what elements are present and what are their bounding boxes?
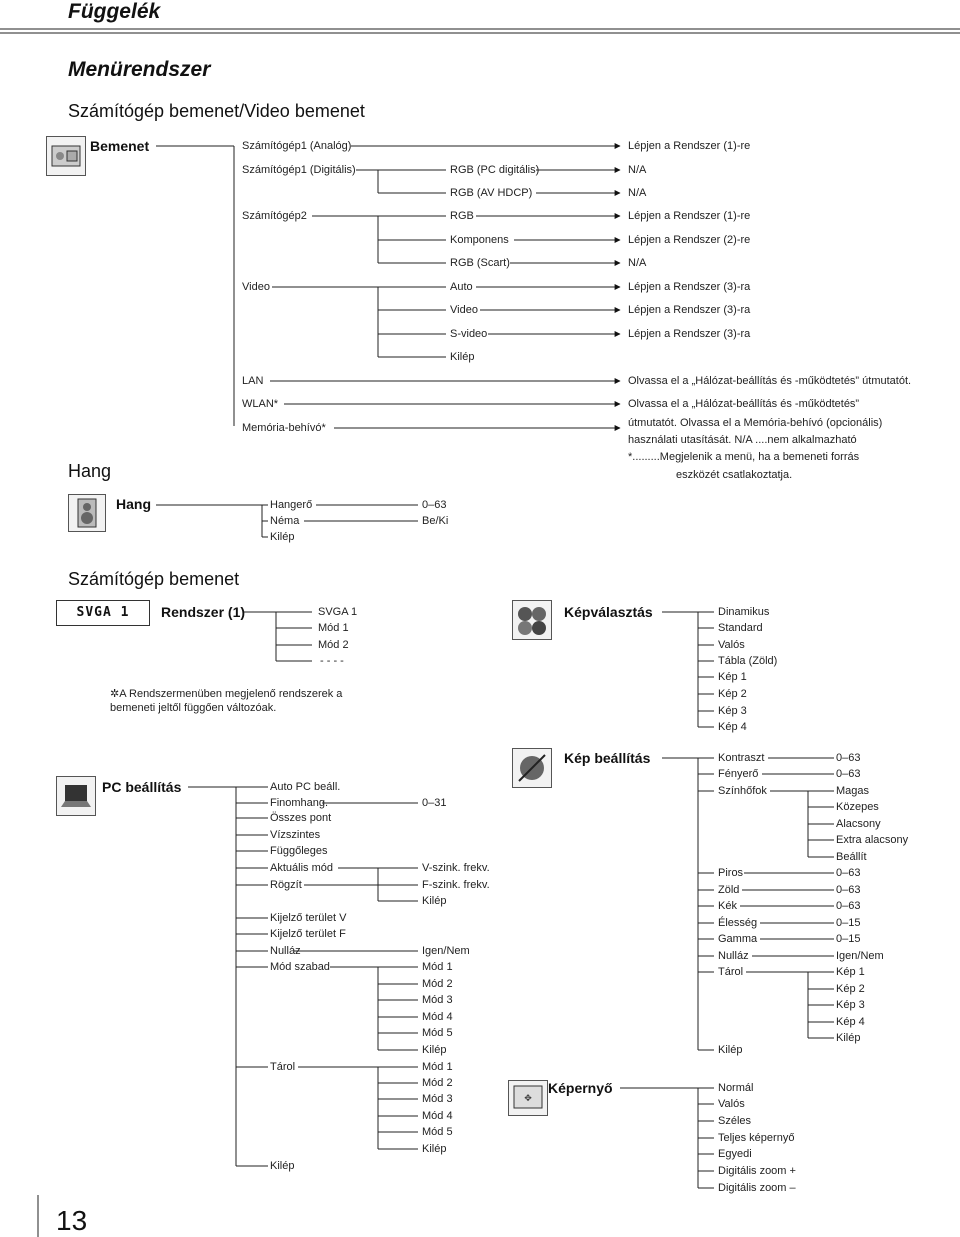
input-item-wlan: WLAN* [242, 398, 279, 410]
img-item-contrast: Kontraszt [718, 752, 765, 764]
image-select-item-7: Kép 3 [718, 705, 747, 717]
img-val-red: 0–63 [836, 867, 861, 879]
input-result-6: N/A [628, 257, 647, 269]
system-note-1: ✲A Rendszermenüben megjelenő rendszerek a [110, 688, 343, 700]
img-item-red: Piros [718, 867, 744, 879]
note-line-1: Olvassa el a „Hálózat-beállítás és -működtetés” [628, 398, 860, 410]
pc-store-mode1: Mód 1 [422, 1061, 453, 1073]
screen-item-true: Valós [718, 1098, 745, 1110]
img-val-image3: Kép 3 [836, 999, 865, 1011]
pc-item-display-area-v: Kijelző terület V [270, 912, 347, 924]
laptop-icon [56, 776, 96, 816]
img-item-green: Zöld [718, 884, 740, 896]
system-item-svga1: SVGA 1 [318, 606, 358, 618]
screen-item-normal: Normál [718, 1082, 754, 1094]
img-item-blue: Kék [718, 900, 737, 912]
pc-value-0-31: 0–31 [422, 797, 447, 809]
image-select-item-6: Kép 2 [718, 688, 747, 700]
img-val-image4: Kép 4 [836, 1016, 865, 1028]
image-adjust-title: Kép beállítás [564, 750, 651, 766]
input-item-computer1-digital: Számítógép1 (Digitális) [242, 164, 356, 176]
input-item-computer2: Számítógép2 [242, 210, 307, 222]
pc-item-horizontal: Vízszintes [270, 829, 321, 841]
img-val-sharpness: 0–15 [836, 917, 861, 929]
pc-free-mode3: Mód 3 [422, 994, 453, 1006]
sound-value-volume: 0–63 [422, 499, 447, 511]
pc-free-mode1: Mód 1 [422, 961, 453, 973]
img-val-high: Magas [836, 785, 870, 797]
input-item-computer1-analog: Számítógép1 (Analóg) [242, 140, 352, 152]
input-item-memory-recall: Memória-behívó* [242, 422, 326, 434]
input-sub-exit: Kilép [450, 351, 475, 363]
sound-value-mute: Be/Ki [422, 515, 449, 527]
svg-text:✥: ✥ [524, 1094, 532, 1104]
screen-item-wide: Széles [718, 1115, 752, 1127]
pc-item-store: Tárol [270, 1061, 296, 1073]
pc-value-hsync: F-szink. frekv. [422, 879, 490, 891]
img-item-gamma: Gamma [718, 933, 758, 945]
pc-free-exit: Kilép [422, 1044, 447, 1056]
section-title-computer: Számítógép bemenet [68, 569, 240, 589]
pc-value-yes-no: Igen/Nem [422, 945, 470, 957]
pc-item-clamp: Rögzít [270, 879, 302, 891]
pc-store-mode4: Mód 4 [422, 1110, 453, 1122]
pc-item-exit: Kilép [270, 1160, 295, 1172]
screen-item-full: Teljes képernyő [718, 1132, 795, 1144]
input-sub-video: Video [450, 304, 478, 316]
appendix-title: Függelék [68, 0, 161, 23]
img-val-blue: 0–63 [836, 900, 861, 912]
pc-item-display-area-h: Kijelző terület F [270, 928, 346, 940]
sound-heading: Hang [68, 461, 112, 481]
input-icon [46, 136, 86, 176]
screen-menu-title: Képernyő [548, 1080, 613, 1096]
pc-item-total-dots: Összes pont [270, 812, 332, 824]
image-select-item-3: Valós [718, 639, 745, 651]
pc-store-mode5: Mód 5 [422, 1126, 453, 1138]
note-line-3: használati utasítását. N/A ....nem alkalmazható [628, 434, 857, 446]
img-item-reset: Nulláz [718, 950, 749, 962]
input-sub-rgb-av-hdcp: RGB (AV HDCP) [450, 187, 533, 199]
pc-item-reset: Nulláz [270, 945, 301, 957]
screen-icon [508, 1080, 548, 1116]
img-val-image1: Kép 1 [836, 966, 865, 978]
image-select-icon [512, 600, 552, 640]
img-val-image2: Kép 2 [836, 983, 865, 995]
img-val-exit: Kilép [836, 1032, 861, 1044]
input-sub-rgb-scart: RGB (Scart) [450, 257, 510, 269]
input-result-7: Lépjen a Rendszer (3)-ra [628, 281, 751, 293]
pc-store-mode2: Mód 2 [422, 1077, 453, 1089]
image-select-item-1: Dinamikus [718, 606, 770, 618]
img-item-color-temp: Színhőfok [718, 785, 767, 797]
input-result-2: N/A [628, 164, 647, 176]
screen-item-zoom-minus: Digitális zoom – [718, 1182, 796, 1194]
pc-adjust-title: PC beállítás [102, 779, 182, 795]
img-val-mid: Közepes [836, 801, 879, 813]
image-adjust-icon [512, 748, 552, 788]
page-number: 13 [56, 1205, 88, 1236]
img-val-set: Beállít [836, 851, 867, 863]
sound-item-mute: Néma [270, 515, 300, 527]
img-val-gamma: 0–15 [836, 933, 861, 945]
input-sub-s-video: S-video [450, 328, 488, 340]
pc-free-mode2: Mód 2 [422, 978, 453, 990]
img-val-low: Alacsony [836, 818, 881, 830]
menu-system-title: Menürendszer [68, 58, 211, 81]
sound-item-exit: Kilép [270, 531, 295, 543]
img-item-brightness: Fényerő [718, 768, 759, 780]
pc-free-mode4: Mód 4 [422, 1011, 453, 1023]
input-item-lan: LAN [242, 375, 264, 387]
input-result-9: Lépjen a Rendszer (3)-ra [628, 328, 751, 340]
img-item-store: Tárol [718, 966, 744, 978]
pc-item-fine-sync: Finomhang. [270, 797, 329, 809]
input-result-4: Lépjen a Rendszer (1)-re [628, 210, 751, 222]
input-item-video: Video [242, 281, 270, 293]
system-item-mode1: Mód 1 [318, 622, 349, 634]
input-result-5: Lépjen a Rendszer (2)-re [628, 234, 751, 246]
img-item-sharpness: Élesség [718, 917, 758, 929]
img-val-extra-low: Extra alacsony [836, 834, 909, 846]
sound-item-volume: Hangerő [270, 499, 313, 511]
image-select-item-2: Standard [718, 622, 763, 634]
image-select-item-8: Kép 4 [718, 721, 747, 733]
pc-free-mode5: Mód 5 [422, 1027, 453, 1039]
lan-note: Olvassa el a „Hálózat-beállítás és -működtetés” útmutatót. [628, 375, 912, 387]
system-box: SVGA 1 [56, 600, 150, 626]
pc-value-vsync: V-szink. frekv. [422, 862, 490, 874]
pc-item-mode-free: Mód szabad [270, 961, 330, 973]
input-sub-rgb: RGB [450, 210, 474, 222]
input-result-3: N/A [628, 187, 647, 199]
input-sub-component: Komponens [450, 234, 509, 246]
input-sub-rgb-pc-digital: RGB (PC digitális) [450, 164, 540, 176]
img-val-brightness: 0–63 [836, 768, 861, 780]
system-menu-title: Rendszer (1) [161, 604, 246, 620]
pc-item-auto: Auto PC beáll. [270, 781, 341, 793]
screen-item-zoom-plus: Digitális zoom + [718, 1165, 796, 1177]
screen-item-custom: Egyedi [718, 1148, 752, 1160]
input-result-8: Lépjen a Rendszer (3)-ra [628, 304, 751, 316]
sound-menu-title: Hang [116, 496, 151, 512]
input-sub-auto: Auto [450, 281, 473, 293]
pc-store-mode3: Mód 3 [422, 1093, 453, 1105]
system-item-mode2: Mód 2 [318, 639, 349, 651]
img-val-yes-no: Igen/Nem [836, 950, 884, 962]
note-line-2: útmutatót. Olvassa el a Memória-behívó (opcionális) [628, 417, 883, 429]
img-val-contrast: 0–63 [836, 752, 861, 764]
img-item-exit: Kilép [718, 1044, 743, 1056]
pc-store-exit: Kilép [422, 1143, 447, 1155]
img-val-green: 0–63 [836, 884, 861, 896]
note-line-5: eszközét csatlakoztatja. [676, 469, 793, 481]
system-note-2: bemeneti jeltől függően változóak. [110, 702, 277, 714]
pc-item-current-mode: Aktuális mód [270, 862, 333, 874]
pc-item-vertical: Függőleges [270, 845, 328, 857]
image-select-item-4: Tábla (Zöld) [718, 655, 778, 667]
pc-value-exit1: Kilép [422, 895, 447, 907]
input-menu-title: Bemenet [90, 138, 150, 154]
section-title-computer-video: Számítógép bemenet/Video bemenet [68, 101, 365, 121]
system-item-more: - - - - [320, 655, 344, 667]
image-select-item-5: Kép 1 [718, 671, 747, 683]
image-select-title: Képválasztás [564, 604, 653, 620]
input-result-1: Lépjen a Rendszer (1)-re [628, 140, 751, 152]
note-line-4: *.........Megjelenik a menü, ha a bemeneti forrás [628, 451, 860, 463]
speaker-icon [68, 494, 106, 532]
